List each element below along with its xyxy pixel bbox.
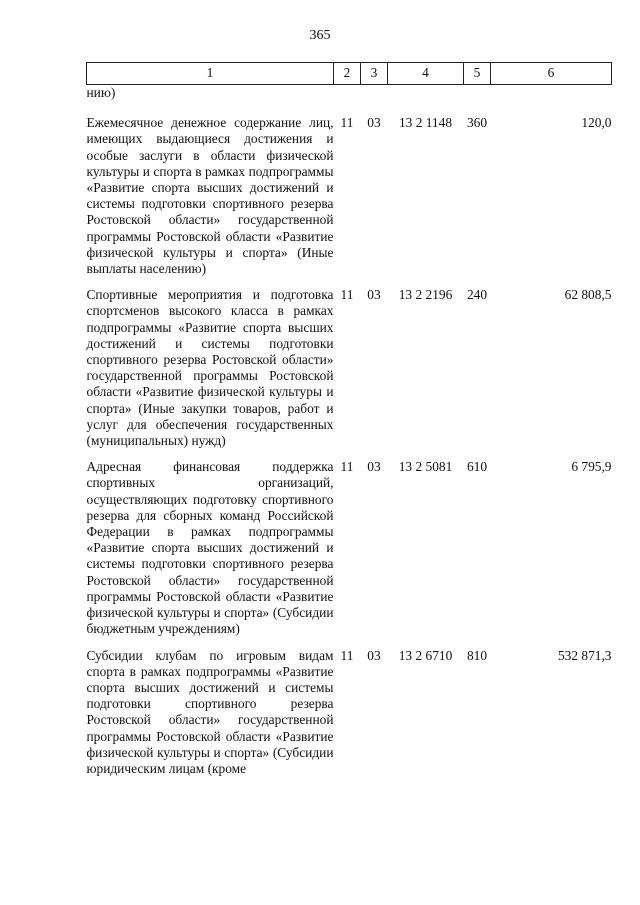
row-subsection: 03 [367, 287, 381, 303]
table-row [87, 648, 612, 778]
row-target-article: 13 2 5081 [398, 459, 453, 475]
row-amount: 120,0 [581, 115, 612, 131]
row-description: Ежемесячное денежное содержание лиц, имеющих выдающиеся достижения и особые заслуги в области физической культуры и спорта в рамках подпрограммы «Развитие спорта высших достижений и системы подготовки спортивного резерва Ростовской области» государственной программы Ростовской области «Развитие физической культуры и спорта» (Иные выплаты населению) [86, 115, 334, 277]
row-description: Адресная финансовая поддержка спортивных организаций, осуществляющих подготовку спортивного резерва для сборных команд Российской Федерации в рамках подпрограммы «Развитие спорта высших достижений и системы подготовки спортивного резерва Ростовской области» государственной программы Ростовской области «Развитие физической культуры и спорта» (Субсидии бюджетным учреждениям) [86, 459, 334, 637]
column-header-2: 2 [334, 63, 361, 85]
budget-table [86, 62, 612, 777]
row-description: Субсидии клубам по игровым видам спорта в рамках подпрограммы «Развитие спорта высших достижений и системы подготовки спортивного резерва Ростовской области» государственной программы Ростовской области «Развитие физической культуры и спорта» (Субсидии юридическим лицам (кроме [86, 647, 334, 776]
table-header-row [87, 63, 612, 85]
row-amount: 532 871,3 [557, 647, 612, 663]
row-section: 11 [340, 287, 354, 303]
column-header-6: 6 [491, 63, 612, 85]
row-subsection: 03 [367, 647, 381, 663]
row-subsection: 03 [367, 459, 381, 475]
continuation-row [87, 85, 612, 116]
table-row [87, 287, 612, 459]
continuation-text: нию) [86, 85, 116, 100]
row-target-article: 13 2 6710 [398, 647, 453, 663]
row-expense-type: 610 [466, 459, 488, 475]
table-row [87, 115, 612, 287]
row-expense-type: 810 [466, 647, 488, 663]
row-section: 11 [340, 647, 354, 663]
row-description: Спортивные мероприятия и подготовка спортсменов высокого класса в рамках подпрограммы «Развитие спорта высших достижений и системы подготовки спортивного резерва Ростовской области» государственной программы Ростовской области «Развитие физической культуры и спорта» (Иные закупки товаров, работ и услуг для обеспечения государственных (муниципальных) нужд) [86, 287, 334, 449]
row-section: 11 [340, 115, 354, 131]
row-target-article: 13 2 2196 [398, 287, 453, 303]
row-amount: 62 808,5 [564, 287, 612, 303]
page-number: 365 [309, 28, 331, 43]
table-row [87, 459, 612, 647]
row-expense-type: 240 [466, 287, 488, 303]
row-amount: 6 795,9 [571, 459, 612, 475]
row-section: 11 [340, 459, 354, 475]
column-header-5: 5 [464, 63, 491, 85]
column-header-1: 1 [87, 63, 334, 85]
column-header-4: 4 [388, 63, 464, 85]
row-expense-type: 360 [466, 115, 488, 131]
row-target-article: 13 2 1148 [398, 115, 453, 131]
row-subsection: 03 [367, 115, 381, 131]
column-header-3: 3 [361, 63, 388, 85]
